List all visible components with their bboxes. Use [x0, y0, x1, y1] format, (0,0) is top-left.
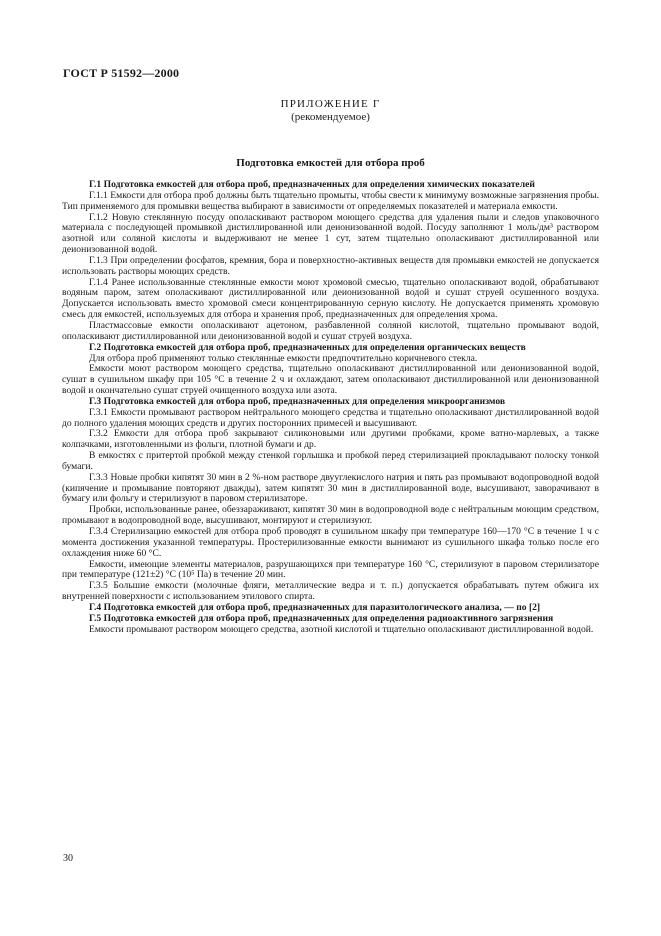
paragraph: Г.3.2 Емкости для отбора проб закрывают силиконовыми или другими пробками, кроме ватно-марлевых, а также колпачками, изготовленными из фольги, плотной бумаги и др. [62, 428, 599, 451]
paragraph: Г.3.1 Емкости промывают раствором нейтрального моющего средства и тщательно ополаскивают дистиллированной водой до полного удаления моющих средств и других посторонних примесей и высушивают. [62, 406, 599, 429]
paragraph: Емкости моют раствором моющего средства, тщательно ополаскивают дистиллированной или деионизованной водой, сушат в сушильном шкафу при 105 °С в течение 2 ч и охлаждают, затем ополаскивают дистиллированной или деионизованной водой и окончательно сушат струей очищенного воздуха или азота. [62, 363, 599, 397]
paragraph: Емкости, имеющие элементы материалов, разрушающихся при температуре 160 °С, стерилизуют в паровом стерилизаторе при температуре (121±2) °С (10⁵ Па) в течение 20 мин. [62, 558, 599, 581]
section-heading: Г.4 Подготовка емкостей для отбора проб, предназначенных для паразитологического анализа, — по [2] [89, 601, 541, 613]
page-number: 30 [63, 853, 73, 864]
paragraph: Г.3.3 Новые пробки кипятят 30 мин в 2 %-ном растворе двууглекислого натрия и пять раз промывают водопроводной водой (кипячение и промывание повторяют дважды), затем кипятят 30 мин в дистиллированной воде, высушивают, заворачивают в бумагу или фольгу и стерилизуют в паровом стерилизаторе. [62, 471, 599, 505]
section-heading: Г.2 Подготовка емкостей для отбора проб, предназначенных для определения органических веществ [89, 341, 526, 353]
section-heading: Г.3 Подготовка емкостей для отбора проб, предназначенных для определения микроорганизмов [89, 395, 506, 407]
paragraph: Г.3.5 Большие емкости (молочные фляги, металлические ведра и т. п.) допускается обрабатывать путем обжига их внутренней поверхности с использованием этилового спирта. [62, 580, 599, 603]
paragraph: Г.1.3 При определении фосфатов, кремния, бора и поверхностно-активных веществ для промывки емкостей не допускается использовать растворы моющих средств. [62, 254, 599, 277]
appendix-heading [0, 98, 661, 124]
paragraph: Г.1.1 Емкости для отбора проб должны быть тщательно промыты, чтобы свести к минимуму возможные загрязнения пробы. Тип применяемого для промывки вещества выбирают в зависимости от определяемых показателей и материала емкости. [62, 189, 599, 212]
paragraph: В емкостях с притертой пробкой между стенкой горлышка и пробкой перед стерилизацией прокладывают полоску тонкой бумаги. [62, 450, 599, 472]
appendix-title: ПРИЛОЖЕНИЕ Г [280, 98, 381, 110]
appendix-status: (рекомендуемое) [291, 111, 370, 123]
paragraph: Емкости промывают раствором моющего средства, азотной кислотой и тщательно ополаскивают дистиллированной водой. [89, 623, 594, 635]
document-title: Подготовка емкостей для отбора проб [236, 157, 425, 169]
paragraph: Г.1.2 Новую стеклянную посуду ополаскивают раствором моющего средства для удаления пыли и следов упаковочного материала с последующей промывкой дистиллированной или деионизованной водой. Посуду заполняют 1 моль/дм³ раствором азотной или соляной кислоты и выдерживают не менее 1 сут, затем тщательно ополаскивают дистиллированной или деионизованной водой. [62, 211, 599, 256]
section-heading: Г.5 Подготовка емкостей для отбора проб, предназначенных для определения радиоактивного загрязнения [89, 612, 554, 624]
paragraph: Г.1.4 Ранее использованные стеклянные емкости моют хромовой смесью, тщательно ополаскивают водой, обрабатывают водяным паром, затем ополаскивают дистиллированной или деионизованной водой и сушат струей осушенного воздуха. Допускается использовать вместо хромовой смеси концентрированную серную кислоту. Не допускается применять хромовую смесь для емкостей, используемых для отбора и хранения проб, предназначенных для определения хрома. [62, 276, 599, 321]
paragraph: Для отбора проб применяют только стеклянные емкости предпочтительно коричневого стекла. [89, 352, 478, 364]
paragraph: Пробки, использованные ранее, обеззараживают, кипятят 30 мин в водопроводной воде с нейтральным моющим средством, промывают в водопроводной воде, высушивают, монтируют и стерилизуют. [62, 504, 599, 527]
paragraph: Г.3.4 Стерилизацию емкостей для отбора проб проводят в сушильном шкафу при температуре 160—170 °С в течение 1 ч с момента достижения указанной температуры. Простерилизованные емкости вынимают из сушильного шкафа только после его охлаждения ниже 60 °С. [62, 526, 599, 559]
paragraph: Пластмассовые емкости ополаскивают ацетоном, разбавленной соляной кислотой, тщательно промывают водой, ополаскивают дистиллированной или деионизованной водой и сушат струей воздуха. [62, 319, 599, 342]
document-body [62, 180, 599, 635]
section-heading: Г.1 Подготовка емкостей для отбора проб, предназначенных для определения химических показателей [89, 179, 535, 190]
standard-code: ГОСТ Р 51592—2000 [63, 66, 180, 80]
